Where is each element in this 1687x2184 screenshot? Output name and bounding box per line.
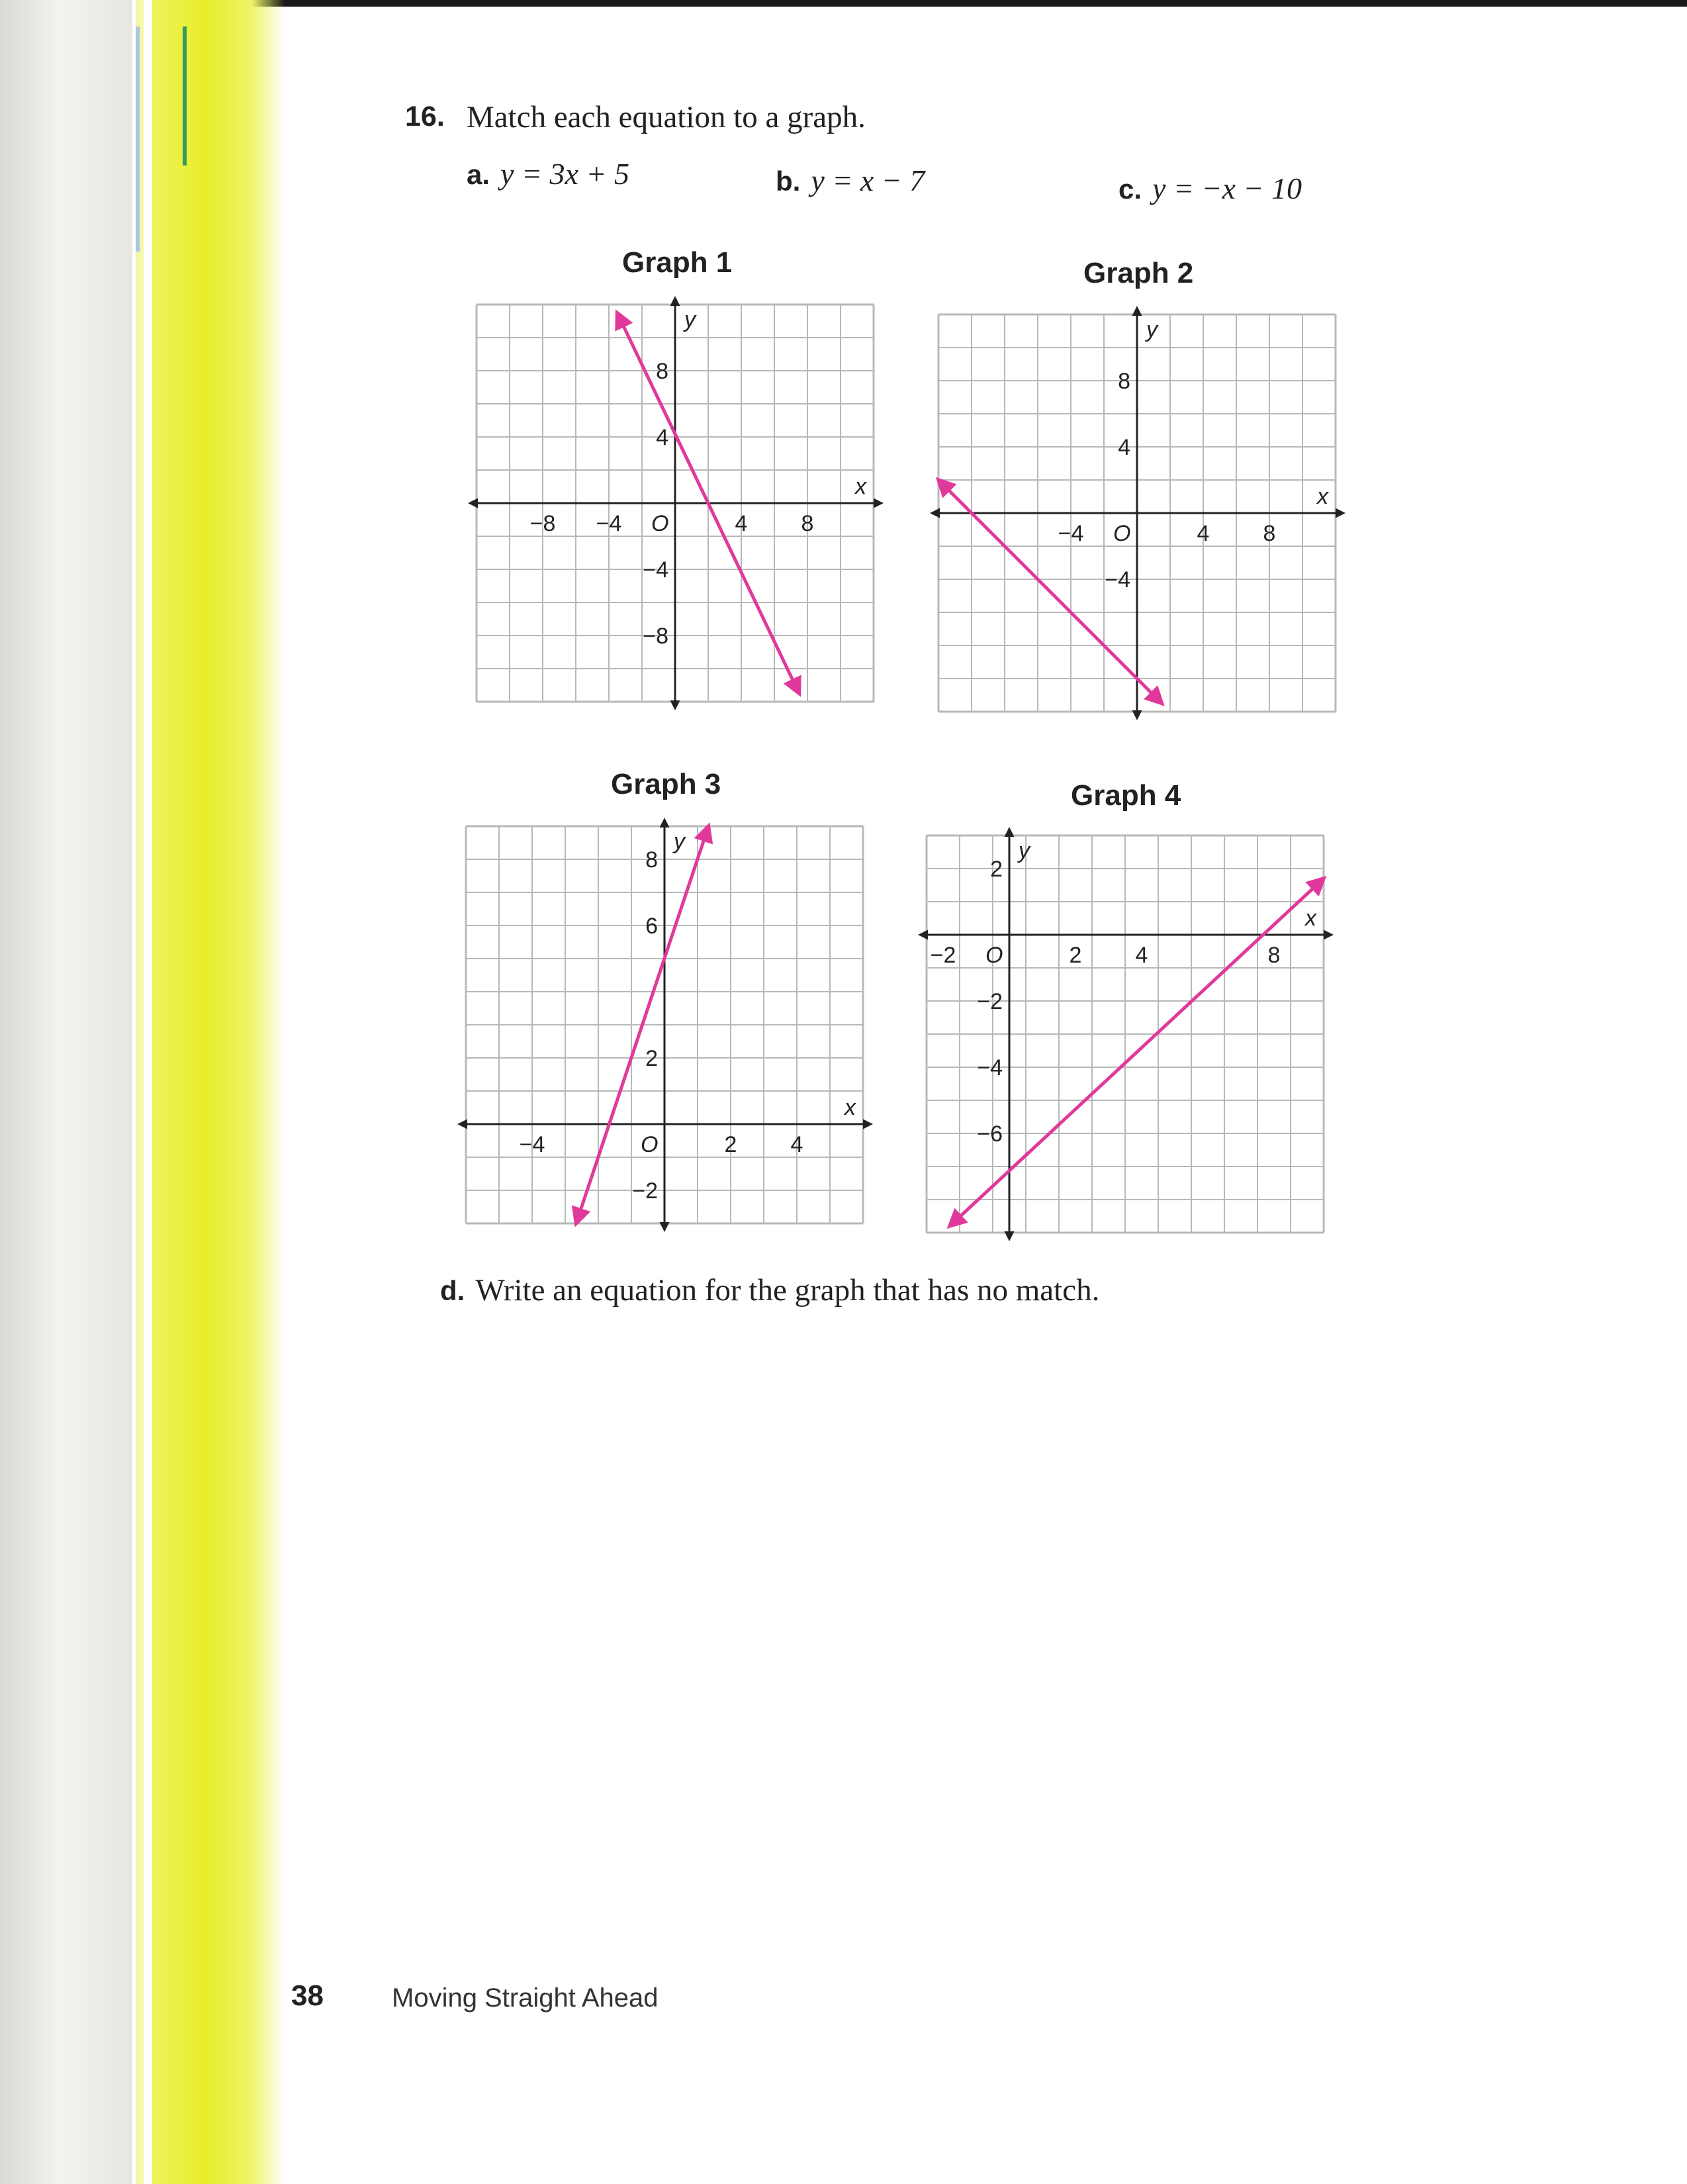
graph-svg bbox=[938, 314, 1336, 712]
y-tick-label: −2 bbox=[632, 1178, 658, 1204]
book-spine-shadow bbox=[0, 0, 132, 2184]
x-tick-label: −8 bbox=[529, 511, 556, 536]
origin-label: O bbox=[641, 1132, 659, 1157]
graph-4 bbox=[927, 835, 1324, 1233]
part-d-label: d. bbox=[440, 1275, 465, 1306]
y-tick-label: −4 bbox=[1105, 567, 1130, 593]
problem-number: 16. bbox=[405, 101, 445, 132]
book-spine-edge bbox=[136, 0, 144, 2184]
y-tick-label: −4 bbox=[977, 1055, 1003, 1080]
y-axis-label: y bbox=[1146, 317, 1158, 342]
x-axis-label: x bbox=[1317, 484, 1328, 509]
x-tick-label: 4 bbox=[735, 511, 748, 536]
graph-3 bbox=[466, 826, 863, 1223]
x-tick-label: −4 bbox=[596, 511, 622, 536]
graph-svg bbox=[927, 835, 1324, 1233]
y-tick-label: 4 bbox=[656, 425, 668, 450]
y-tick-label: 2 bbox=[990, 857, 1003, 882]
part-d bbox=[440, 1272, 1099, 1308]
option-a bbox=[467, 156, 629, 191]
graph-1-title: Graph 1 bbox=[622, 246, 733, 279]
origin-label: O bbox=[651, 511, 669, 536]
option-equation: y = 3x + 5 bbox=[500, 157, 629, 191]
yellow-margin-stripe bbox=[152, 0, 285, 2184]
y-tick-label: 6 bbox=[645, 914, 658, 939]
option-label: a. bbox=[467, 159, 490, 190]
x-tick-label: 8 bbox=[801, 511, 814, 536]
graph-4-title: Graph 4 bbox=[1071, 779, 1181, 812]
graph-svg bbox=[477, 305, 874, 702]
grid-lines bbox=[927, 835, 1324, 1233]
y-tick-label: −6 bbox=[977, 1121, 1003, 1147]
x-tick-label: −4 bbox=[519, 1132, 545, 1157]
y-axis-label: y bbox=[1019, 838, 1030, 863]
origin-label: O bbox=[985, 943, 1003, 968]
y-tick-label: 8 bbox=[656, 359, 668, 384]
x-axis-label: x bbox=[844, 1095, 856, 1120]
y-tick-label: 4 bbox=[1118, 435, 1130, 460]
option-label: b. bbox=[776, 166, 801, 197]
x-tick-label: −2 bbox=[930, 943, 956, 968]
x-tick-label: 4 bbox=[790, 1132, 803, 1157]
origin-label: O bbox=[1113, 521, 1131, 546]
y-tick-label: −8 bbox=[643, 624, 668, 649]
x-tick-label: 2 bbox=[724, 1132, 737, 1157]
option-c bbox=[1118, 171, 1302, 206]
option-b bbox=[776, 163, 925, 198]
option-equation: y = x − 7 bbox=[811, 164, 925, 197]
y-tick-label: 8 bbox=[645, 847, 658, 873]
x-tick-label: 8 bbox=[1267, 943, 1281, 968]
y-tick-label: 8 bbox=[1118, 369, 1130, 394]
page-number: 38 bbox=[291, 1979, 324, 2012]
option-equation: y = −x − 10 bbox=[1152, 171, 1302, 205]
y-axis-label: y bbox=[684, 307, 696, 332]
y-axis-label: y bbox=[674, 829, 685, 854]
page-top-edge bbox=[251, 0, 1687, 7]
x-tick-label: 2 bbox=[1069, 943, 1082, 968]
graph-1 bbox=[477, 305, 874, 702]
y-tick-label: 2 bbox=[645, 1046, 658, 1071]
part-d-text: Write an equation for the graph that has no match. bbox=[475, 1273, 1100, 1307]
blue-tab-marker bbox=[136, 26, 140, 252]
green-tab-marker bbox=[183, 26, 187, 166]
graph-line bbox=[950, 878, 1324, 1226]
graph-2 bbox=[938, 314, 1336, 712]
graph-3-title: Graph 3 bbox=[611, 768, 721, 800]
y-tick-label: −4 bbox=[643, 557, 668, 583]
graph-2-title: Graph 2 bbox=[1083, 257, 1194, 289]
x-tick-label: 4 bbox=[1135, 943, 1148, 968]
option-label: c. bbox=[1118, 173, 1142, 205]
x-tick-label: −4 bbox=[1058, 521, 1084, 546]
x-tick-label: 8 bbox=[1263, 521, 1276, 546]
book-title: Moving Straight Ahead bbox=[392, 1983, 659, 2013]
x-axis-label: x bbox=[1305, 906, 1316, 931]
y-tick-label: −2 bbox=[977, 989, 1003, 1014]
x-axis-label: x bbox=[855, 474, 866, 499]
problem-prompt: Match each equation to a graph. bbox=[467, 100, 866, 134]
x-tick-label: 4 bbox=[1197, 521, 1210, 546]
graph-svg bbox=[466, 826, 863, 1223]
